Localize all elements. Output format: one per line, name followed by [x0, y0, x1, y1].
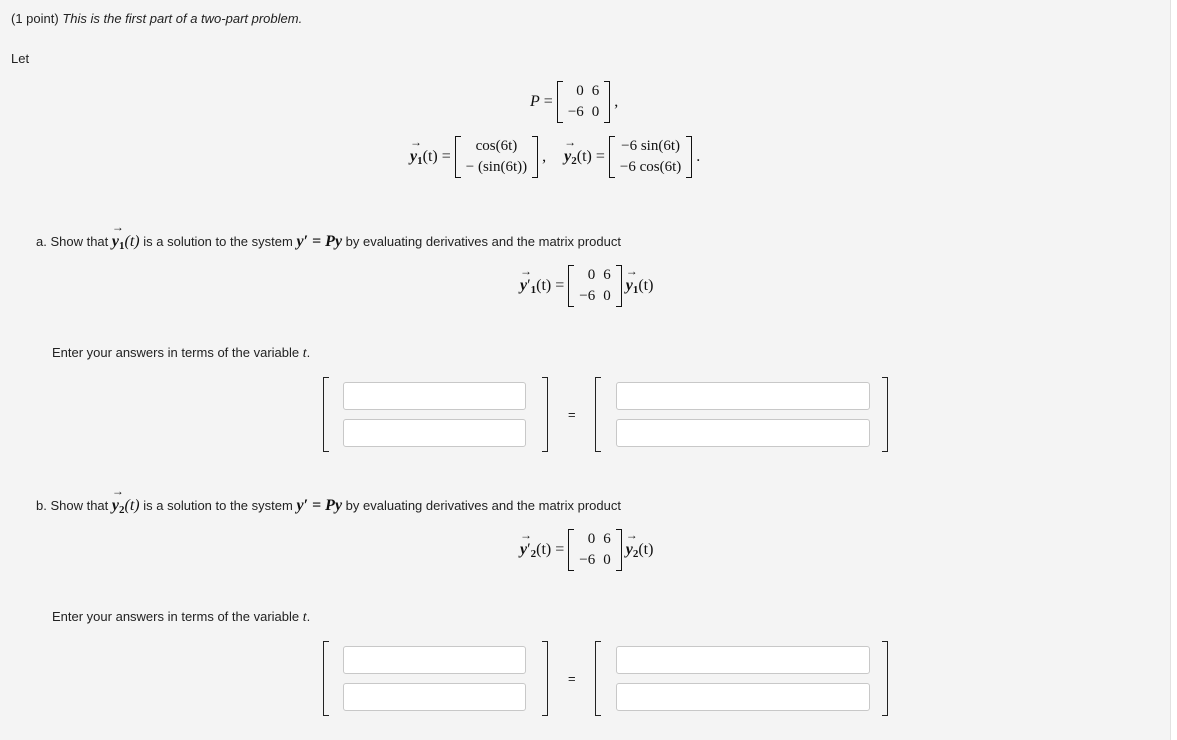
subscript: 2 [571, 155, 577, 167]
product-matrix [568, 265, 621, 307]
subscript: 2 [530, 548, 537, 560]
matrix-cell: 0 [603, 552, 611, 568]
part-b-suffix: by evaluating derivatives and the matrix product [345, 498, 621, 513]
comma: , [614, 93, 619, 110]
matrix-cell: −6 [579, 288, 596, 304]
answer-a-lhs-2[interactable] [343, 419, 526, 447]
matrix-cell: 0 [587, 267, 596, 283]
matrix-cell: −6 [567, 104, 584, 120]
answer-b-rhs-1[interactable] [616, 646, 870, 674]
answer-a-lhs-1[interactable] [343, 382, 526, 410]
subscript: 1 [417, 155, 423, 167]
argument: (t) [536, 541, 552, 558]
right-bracket [542, 377, 548, 452]
part-a-product [520, 265, 653, 307]
equals-sign: = [555, 541, 565, 558]
part-a-note: Enter your answers in terms of the variable t. [52, 345, 311, 361]
argument: (t) [576, 148, 592, 165]
subscript: 2 [632, 548, 639, 560]
equals-sign: = [568, 407, 576, 422]
equals-sign: = [543, 93, 553, 110]
vector-entry: cos(6t) [475, 138, 518, 154]
right-bracket [882, 377, 888, 452]
variable: t [302, 610, 307, 625]
vector-y: → y [112, 497, 119, 515]
points-label: (1 point) [11, 11, 59, 26]
answer-a-rhs-1[interactable] [616, 382, 870, 410]
right-bracket [542, 641, 548, 716]
part-a-suffix: by evaluating derivatives and the matrix product [345, 234, 621, 249]
product-matrix [568, 529, 621, 571]
let-label: Let [11, 51, 30, 66]
y2-vector [609, 136, 692, 178]
note-text: Enter your answers in terms of the variable [52, 345, 300, 360]
matrix-cell: 0 [603, 288, 611, 304]
answer-b-lhs-1[interactable] [343, 646, 526, 674]
p-symbol: P [530, 93, 540, 110]
left-bracket [595, 641, 601, 716]
matrix-cell: 0 [576, 83, 584, 99]
part-a-statement [36, 233, 621, 251]
right-bracket [882, 641, 888, 716]
part-b-note: Enter your answers in terms of the variable t. [52, 609, 311, 625]
y-definitions [410, 136, 700, 178]
argument: (t) [536, 277, 552, 294]
argument: (t) [422, 148, 438, 165]
p-definition [530, 81, 618, 123]
vector-y: → y [520, 541, 527, 559]
answer-a-rhs-2[interactable] [616, 419, 870, 447]
variable: t [302, 346, 307, 361]
matrix-cell: 0 [587, 531, 596, 547]
vector-y: → y [410, 148, 417, 166]
vector-y: → y [626, 277, 633, 295]
vector-entry: − (sin(6t)) [465, 159, 528, 175]
intro-text: This is the first part of a two-part problem. [62, 11, 303, 26]
subscript: 1 [530, 284, 537, 296]
matrix-cell: 0 [591, 104, 600, 120]
part-a-prefix: a. Show that [36, 234, 109, 249]
equals-sign: = [555, 277, 565, 294]
system-equation: y′ = Py [296, 497, 343, 514]
note-text: Enter your answers in terms of the variable [52, 609, 300, 624]
matrix-cell: 6 [603, 267, 611, 283]
p-matrix [557, 81, 610, 123]
part-b-product [520, 529, 653, 571]
answer-b-lhs-2[interactable] [343, 683, 526, 711]
argument: (t) [124, 497, 140, 514]
part-a-mid: is a solution to the system [143, 234, 293, 249]
vector-entry: −6 cos(6t) [619, 159, 682, 175]
part-b-statement [36, 497, 621, 515]
system-equation: y′ = Py [296, 233, 343, 250]
problem-header [11, 11, 302, 26]
left-bracket [323, 377, 329, 452]
y1-vector [455, 136, 538, 178]
matrix-cell: −6 [579, 552, 596, 568]
part-b-prefix: b. Show that [36, 498, 109, 513]
answer-b-rhs-2[interactable] [616, 683, 870, 711]
period: . [696, 148, 701, 165]
prime: ′ [527, 541, 531, 558]
comma: , [542, 148, 547, 165]
subscript: 1 [119, 240, 125, 252]
equals-sign: = [595, 148, 605, 165]
matrix-cell: 6 [603, 531, 611, 547]
argument: (t) [638, 541, 654, 558]
argument: (t) [124, 233, 140, 250]
equals-sign: = [568, 671, 576, 686]
argument: (t) [638, 277, 654, 294]
part-b-mid: is a solution to the system [143, 498, 293, 513]
equals-sign: = [441, 148, 451, 165]
subscript: 1 [632, 284, 639, 296]
subscript: 2 [119, 504, 125, 516]
left-bracket [595, 377, 601, 452]
vector-entry: −6 sin(6t) [621, 138, 680, 154]
vector-y: → y [626, 541, 633, 559]
left-bracket [323, 641, 329, 716]
prime: ′ [527, 277, 531, 294]
y1-label [410, 148, 438, 166]
vector-y: → y [520, 277, 527, 295]
vector-y: → y [564, 148, 571, 166]
vector-y: → y [112, 233, 119, 251]
matrix-cell: 6 [591, 83, 600, 99]
y2-label [564, 148, 592, 166]
